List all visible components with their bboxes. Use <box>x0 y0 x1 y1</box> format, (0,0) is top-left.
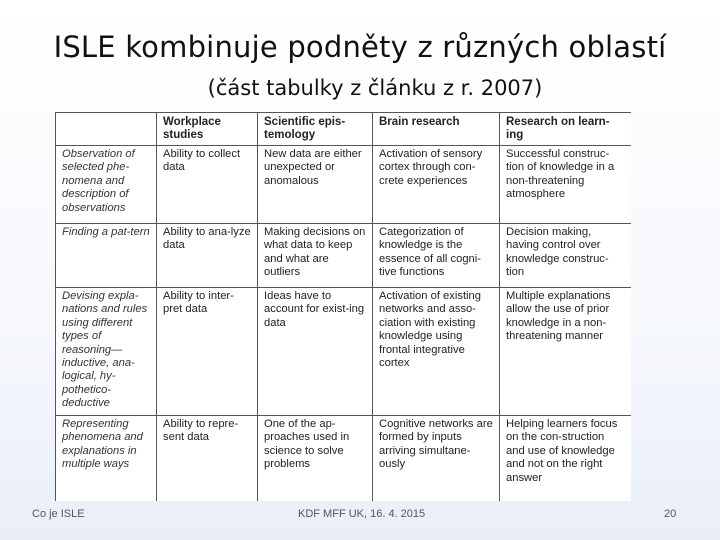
table-cell: New data are either unexpected or anomalous <box>258 146 373 224</box>
table-header-cell: Scientific epis-temology <box>258 113 373 146</box>
table-cell: Ideas have to account for exist-ing data <box>258 288 373 416</box>
table-cell: Decision making, having control over knowledge construc-tion <box>500 224 632 288</box>
row-header-cell: Devising expla-nations and rules using different types of reasoning—inductive, ana-logical, hy-pothetico-deductive <box>56 288 157 416</box>
table-cell: Making decisions on what data to keep and what are outliers <box>258 224 373 288</box>
table-cell: One of the ap-proaches used in science to solve problems <box>258 416 373 502</box>
comparison-table <box>55 112 631 501</box>
comparison-table-container <box>55 112 631 501</box>
slide-title: ISLE kombinuje podněty z různých oblastí <box>53 30 667 64</box>
table-cell: Ability to ana-lyze data <box>157 224 258 288</box>
row-header-cell: Observation of selected phe-nomena and description of observations <box>56 146 157 224</box>
footer-left-text: Co je ISLE <box>32 508 85 520</box>
table-cell: Ability to inter-pret data <box>157 288 258 416</box>
table-cell: Categorization of knowledge is the essence of all cogni-tive functions <box>373 224 500 288</box>
table-header-cell: Brain research <box>373 113 500 146</box>
table-header-row <box>56 113 632 146</box>
table-cell: Multiple explanations allow the use of prior knowledge in a non-threatening manner <box>500 288 632 416</box>
row-header-cell: Finding a pat-tern <box>56 224 157 288</box>
table-row <box>56 416 632 502</box>
table-cell: Ability to repre-sent data <box>157 416 258 502</box>
footer-center-text: KDF MFF UK, 16. 4. 2015 <box>298 508 426 520</box>
table-cell: Activation of existing networks and asso-ciation with existing knowledge using frontal integrative cortex <box>373 288 500 416</box>
table-header-cell: Workplace studies <box>157 113 258 146</box>
slide-subtitle: (část tabulky z článku z r. 2007) <box>207 76 543 100</box>
table-row <box>56 146 632 224</box>
table-header-cell: Research on learn-ing <box>500 113 632 146</box>
table-row <box>56 288 632 416</box>
row-header-cell: Representing phenomena and explanations in multiple ways <box>56 416 157 502</box>
page-number: 20 <box>664 508 677 520</box>
table-cell: Successful construc-tion of knowledge in a non-threatening atmosphere <box>500 146 632 224</box>
table-row <box>56 224 632 288</box>
table-cell: Activation of sensory cortex through con-crete experiences <box>373 146 500 224</box>
table-cell: Ability to collect data <box>157 146 258 224</box>
table-header-cell <box>56 113 157 146</box>
table-cell: Cognitive networks are formed by inputs arriving simultane-ously <box>373 416 500 502</box>
table-cell: Helping learners focus on the con-struction and use of knowledge and not on the right answer <box>500 416 632 502</box>
